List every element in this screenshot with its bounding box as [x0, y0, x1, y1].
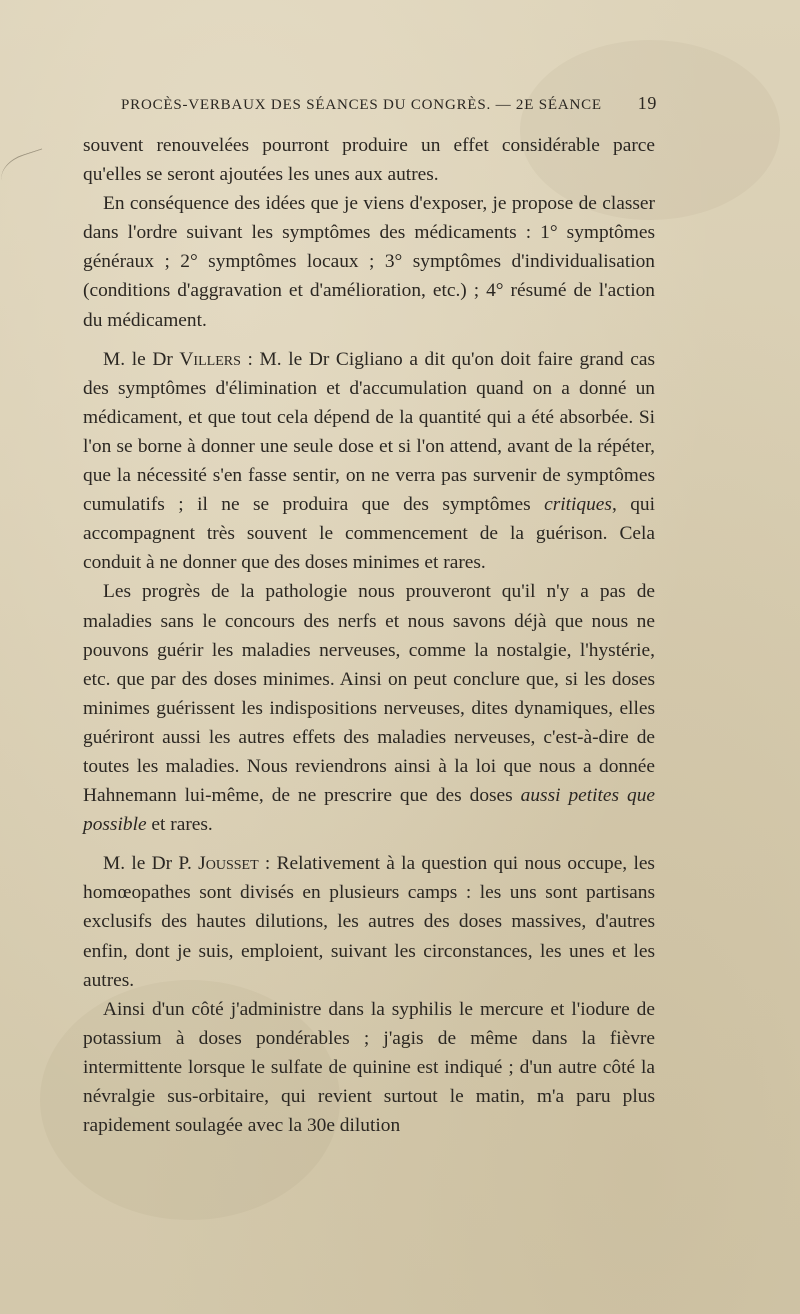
paragraph — [83, 189, 655, 334]
speaker-name: Villers — [179, 348, 241, 370]
paragraph-text: Les progrès de la pathologie nous prouveront qu'il n'y a pas de maladies sans le concours des nerfs et nous savons déjà que nous ne pouvons guérir les maladies nerveuses, comme la nostalgie, l'hystérie, etc. que par des doses minimes. Ainsi on peut conclure que, si les doses minimes guérissent les indispositions nerveuses, dites dynamiques, elles guériront aussi les autres effets des maladies nerveuses, c'est-à-dire de toutes les maladies. Nous reviendrons ainsi à la loi que nous a donnée Hahnemann lui-même, de ne prescrire que des doses — [83, 581, 655, 807]
paragraph-text: Ainsi d'un côté j'administre dans la syphilis le mercure et l'iodure de potassium à doses pondérables ; j'agis de même dans la fièvre intermittente lorsque le sulfate de quinine est indiqué ; d'un autre côté la névralgie sus-orbitaire, qui revient surtout le matin, m'a paru plus rapidement soulagée avec la 30e dilution — [83, 998, 655, 1137]
paragraph-speaker-villers — [83, 345, 655, 578]
running-head — [121, 93, 657, 119]
paragraph-text: : M. le Dr Cigliano a dit qu'on doit faire grand cas des symptômes d'élimination et d'accumulation quand on a donné un médicament, et que tout cela dépend de la quantité qui a été absorbée. Si l'on se borne à donner une seule dose et si l'on attend, avant de la répéter, que la nécessité s'en fasse sentir, on ne verra pas survenir de symptômes cumulatifs ; il ne se produira que des symptômes — [83, 348, 655, 516]
speaker-name: Jousset — [198, 853, 259, 875]
paragraph-text: souvent renouvelées pourront produire un effet considérable parce qu'elles se seront ajoutées les unes aux autres. — [83, 135, 655, 186]
speaker-prefix: M. le Dr — [103, 348, 180, 370]
paragraph-text: En conséquence des idées que je viens d'exposer, je propose de classer dans l'ordre suivant les symptômes des médicaments : 1° symptômes généraux ; 2° symptômes locaux ; 3° symptômes d'individualisation (conditions d'aggravation et d'amélioration, etc.) ; 4° résumé de l'action du médicament. — [83, 193, 655, 331]
paragraph — [83, 577, 655, 839]
paragraph-speaker-jousset — [83, 849, 655, 994]
paragraph-text: : Relativement à la question qui nous occupe, les homœopathes sont divisés en plusieurs camps : les uns sont partisans exclusifs des hautes dilutions, les autres des doses massives, d'autres enfin, dont je suis, emploient, suivant les circonstances, les unes et les autres. — [83, 853, 655, 991]
running-title: PROCÈS-VERBAUX DES SÉANCES DU CONGRÈS. — 2E SÉANCE — [121, 97, 602, 113]
page-number: 19 — [637, 93, 657, 113]
paragraph — [83, 131, 655, 189]
body-text — [83, 131, 655, 1140]
paragraph — [83, 995, 655, 1140]
emphasis-text: critiques — [544, 494, 612, 516]
paragraph-text: , qui accompagnent très souvent le commencement de la guérison. Cela conduit à ne donner que des doses minimes et rares. — [83, 494, 655, 574]
paper-scratch — [0, 148, 52, 192]
emphasis-text: aussi petites que possible — [83, 785, 656, 836]
paragraph-text: et rares. — [146, 814, 213, 836]
speaker-prefix: M. le Dr P. — [103, 853, 199, 875]
